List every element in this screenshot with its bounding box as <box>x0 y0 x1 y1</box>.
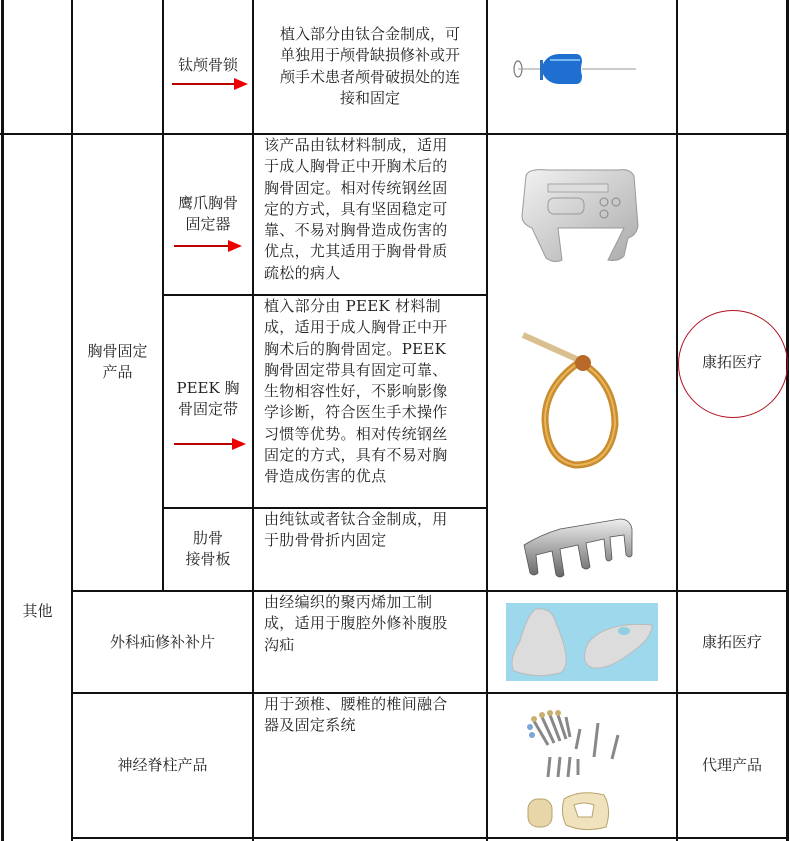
description-line: 单独用于颅骨缺损修补或开 <box>279 46 460 65</box>
description-line: 优点，尤其适用于胸骨骨质 <box>264 242 448 261</box>
description-line: 于肋骨骨折内固定 <box>264 531 387 550</box>
description-line: 习惯等优势。相对传统钢丝 <box>264 424 448 443</box>
source-cell <box>678 694 786 837</box>
red-arrow-icon <box>172 83 246 85</box>
description-line: 生物相容性好，不影响影像 <box>264 382 448 401</box>
product-name: 神经脊柱产品 <box>117 756 208 774</box>
description-line: 植入部分由 PEEK 材料制 <box>264 297 441 315</box>
source-label: 康拓医疗 <box>701 352 762 371</box>
titanium-skull-lock-image <box>510 50 650 90</box>
table-border <box>786 0 789 841</box>
product-name-line: 骨固定带 <box>177 400 238 418</box>
peek-sternum-band-image <box>515 325 645 475</box>
description-line: 沟疝 <box>264 635 295 654</box>
category-cell <box>4 596 71 626</box>
hernia-mesh-image <box>506 603 658 681</box>
product-name-cell <box>164 50 252 80</box>
product-name: 外科疝修补补片 <box>109 632 215 651</box>
product-name-line: 肋骨 <box>192 529 223 547</box>
description-cell <box>254 694 486 837</box>
rib-bone-plate-image <box>520 515 640 585</box>
description-line: 定的方式，具有坚固稳定可 <box>264 199 448 218</box>
description-cell <box>254 135 486 294</box>
description-line: 接和固定 <box>339 88 400 107</box>
eagle-claw-fixator-image <box>518 166 648 266</box>
description-cell <box>254 592 486 692</box>
subcategory-line: 产品 <box>102 363 133 381</box>
description-line: 成，适用于腹腔外修补腹股 <box>264 614 448 633</box>
description-line: 骨造成伤害的优点 <box>264 467 387 486</box>
product-name-cell <box>164 527 252 571</box>
red-arrow-icon <box>174 245 240 247</box>
category-label: 其他 <box>22 601 53 620</box>
description-cell <box>254 509 486 590</box>
table-border <box>486 0 488 841</box>
description-cell <box>254 0 486 133</box>
description-line: 由纯钛或者钛合金制成，用 <box>264 510 448 528</box>
description-line: 该产品由钛材料制成，适用 <box>264 136 448 154</box>
product-name-line: 固定器 <box>185 215 231 233</box>
description-line: 植入部分由钛合金制成，可 <box>279 24 460 43</box>
description-line: 成，适用于成人胸骨正中开 <box>264 318 448 337</box>
product-name-cell <box>164 377 252 421</box>
description-line: 固定的方式，具有不易对胸 <box>264 446 448 465</box>
red-arrow-icon <box>174 443 244 445</box>
subcategory-line: 胸骨固定 <box>87 342 148 360</box>
spine-implants-image <box>520 705 640 833</box>
product-name: 钛颅骨锁 <box>177 55 238 74</box>
red-circle-annotation <box>678 310 788 418</box>
product-name-cell <box>73 592 252 692</box>
product-name-line: PEEK 胸 <box>176 379 240 397</box>
table-border <box>1 0 4 841</box>
source-label: 康拓医疗 <box>701 632 762 651</box>
product-name-line: 接骨板 <box>185 550 231 568</box>
product-name-line: 鹰爪胸骨 <box>177 194 238 212</box>
description-line: 胸骨固定。相对传统钢丝固 <box>264 178 448 197</box>
description-line: 器及固定系统 <box>264 716 356 735</box>
source-label: 代理产品 <box>701 756 762 774</box>
description-cell <box>254 296 486 507</box>
description-line: 疏松的病人 <box>264 263 341 282</box>
description-line: 学诊断，符合医生手术操作 <box>264 403 448 422</box>
description-line: 靠、不易对胸骨造成伤害的 <box>264 221 448 240</box>
table-border <box>71 837 789 839</box>
description-line: 颅手术患者颅骨破损处的连 <box>279 67 460 86</box>
product-name-cell <box>73 694 252 837</box>
description-line: 于成人胸骨正中开胸术后的 <box>264 157 448 176</box>
source-cell <box>678 592 786 692</box>
product-name-cell <box>164 192 252 236</box>
description-line: 胸术后的胸骨固定。PEEK <box>264 339 447 358</box>
description-line: 由经编织的聚丙烯加工制 <box>264 593 433 611</box>
subcategory-cell <box>73 340 162 384</box>
description-line: 用于颈椎、腰椎的椎间融合 <box>264 695 448 713</box>
description-line: 胸骨固定带具有固定可靠、 <box>264 360 448 379</box>
